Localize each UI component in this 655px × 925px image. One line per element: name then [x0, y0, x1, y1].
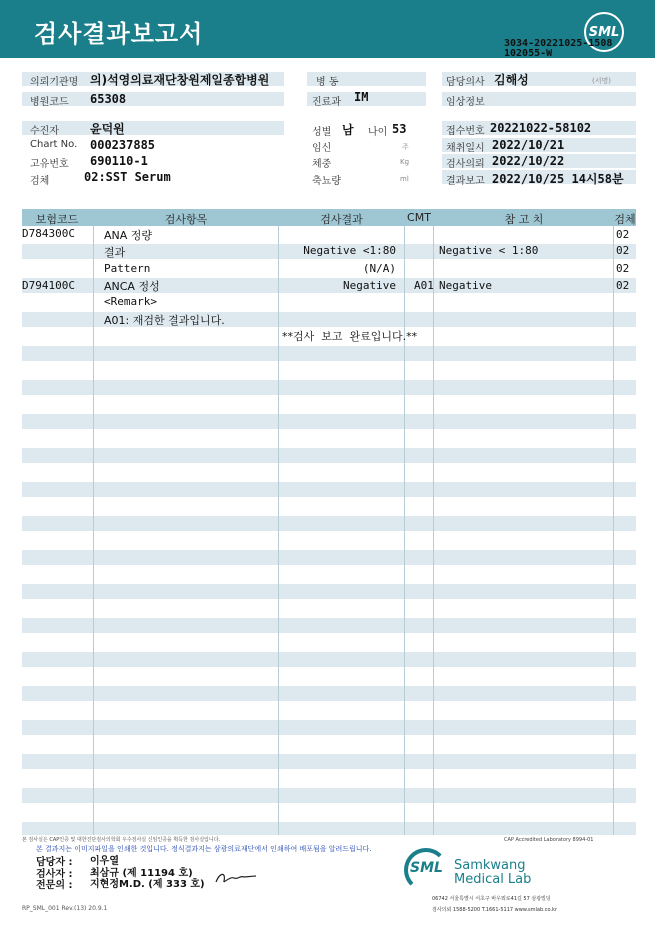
completion-note: **검사 보고 완료입니다.** [282, 330, 418, 343]
column-divider [404, 226, 405, 835]
signature-icon [214, 869, 258, 885]
report-id-line1: 3034-20221025-1508 [504, 38, 613, 49]
brand-name-line1: Samkwang [454, 858, 526, 873]
row-reference: Negative < 1:80 [439, 244, 539, 257]
row-code: D784300C [22, 227, 75, 240]
table-row-band [22, 448, 636, 463]
table-row-band [22, 516, 636, 531]
requester-label: 의뢰기관명 [30, 77, 79, 88]
col-header-code: 보험코드 [35, 213, 79, 226]
report-id-line2: 102055-W [504, 48, 553, 59]
column-divider [433, 226, 434, 835]
accession-value: 20221022-58102 [490, 121, 592, 135]
weight-unit: Kg [400, 158, 410, 166]
samkwang-logo-text: SML [410, 860, 443, 876]
sex-label: 성별 [312, 127, 332, 138]
column-divider [613, 226, 614, 835]
lab-contact: 검사의뢰 1588-5200 T.1661-5117 www.smlab.co.kr [432, 907, 557, 913]
column-divider [278, 226, 279, 835]
request-value: 2022/10/22 [492, 154, 565, 168]
specimen-value: 02:SST Serum [84, 170, 171, 184]
col-header-result: 검사결과 [320, 213, 363, 226]
specimen-label: 검체 [30, 176, 50, 187]
requester-value: 의)석영의료재단창원제일종합병원 [90, 73, 270, 87]
weight-label: 체중 [312, 159, 332, 170]
tester-value: 최삼규 (제 11194 호) [90, 868, 193, 879]
col-header-cmt: CMT [407, 211, 431, 224]
col-header-reference: 참 고 치 [504, 213, 544, 226]
collect-label: 채취일시 [446, 143, 485, 154]
dept-value: IM [354, 90, 369, 104]
report-title: 검사결과보고서 [34, 20, 204, 48]
table-row-band [22, 482, 636, 497]
uid-label: 고유번호 [30, 159, 69, 170]
doctor-label: 담당의사 [446, 77, 485, 88]
column-divider [93, 226, 94, 835]
accreditation-note: 본 검사실은 CAP인증 및 대한진단검사의학회 우수검사실 신임인증을 획득한 검사실입니다. [22, 837, 221, 843]
pregnancy-unit: 주 [402, 143, 409, 151]
table-row-band [22, 414, 636, 429]
patient-label: 수진자 [30, 126, 59, 137]
row-code: D794100C [22, 279, 75, 292]
table-row-band [22, 652, 636, 667]
report-date-label: 결과보고 [446, 176, 485, 187]
patient-value: 윤덕원 [90, 122, 125, 136]
info-bar [22, 121, 284, 135]
remark-heading: <Remark> [104, 295, 157, 308]
lab-address: 06742 서울특별시 서초구 바우뫼로41길 57 삼광빌딩 [432, 896, 551, 902]
col-header-specimen: 검체 [614, 213, 636, 226]
hospital-code-value: 65308 [90, 92, 127, 106]
age-label: 나이 [368, 127, 388, 138]
row-item: ANA 정량 [104, 229, 153, 242]
row-result: Negative [343, 279, 396, 292]
specialist-value: 지현정M.D. (제 333 호) [90, 879, 205, 890]
sex-value: 남 [342, 123, 354, 137]
table-row-band [22, 754, 636, 769]
table-row-band [22, 822, 636, 835]
row-specimen: 02 [616, 262, 630, 275]
clinical-info-label: 임상정보 [446, 97, 485, 108]
table-row-band [22, 380, 636, 395]
collect-value: 2022/10/21 [492, 138, 565, 152]
hospital-code-label: 병원코드 [30, 97, 69, 108]
tester-label: 검사자 : [36, 869, 73, 880]
table-row-band [22, 550, 636, 565]
table-row-band [22, 720, 636, 735]
brand-name-line2: Medical Lab [454, 872, 532, 887]
chart-label: Chart No. [30, 139, 78, 150]
ward-label: 병 동 [316, 77, 339, 88]
pregnancy-label: 임신 [312, 143, 332, 154]
report-header [0, 0, 655, 58]
chart-value: 000237885 [90, 138, 156, 152]
form-id: RP_SML_001 Rev.(13) 20.9.1 [22, 905, 108, 912]
remark-text: A01: 재검한 결과입니다. [104, 314, 225, 327]
table-row-band [22, 618, 636, 633]
sml-logo-icon: SML [584, 12, 624, 52]
print-notice: 본 결과지는 이미지파일을 인쇄한 것입니다. 정식결과지는 삼광의료재단에서 인쇄하여 배포됨을 알려드립니다. [36, 845, 372, 853]
row-item: 결과 [104, 246, 126, 259]
row-specimen: 02 [616, 228, 630, 241]
cap-note: CAP Accredited Laboratory 8994-01 [504, 837, 594, 843]
row-result: (N/A) [362, 262, 396, 275]
table-row-band [22, 788, 636, 803]
table-row-band [22, 584, 636, 599]
age-value: 53 [392, 122, 407, 136]
row-specimen: 02 [616, 279, 630, 292]
row-cmt: A01 [414, 279, 434, 292]
table-row-band [22, 686, 636, 701]
row-reference: Negative [439, 279, 492, 292]
urine-label: 축뇨량 [312, 176, 341, 187]
dept-label: 진료과 [312, 97, 341, 108]
row-result: Negative <1:80 [303, 244, 396, 257]
specialist-label: 전문의 : [36, 880, 73, 891]
row-specimen: 02 [616, 244, 630, 257]
row-item: ANCA 정성 [104, 280, 160, 293]
uid-value: 690110-1 [90, 154, 148, 168]
table-row-band [22, 346, 636, 361]
request-label: 검사의뢰 [446, 159, 485, 170]
doctor-sign: (서명) [592, 77, 611, 85]
accession-label: 접수번호 [446, 126, 485, 137]
urine-unit: ml [400, 175, 409, 183]
col-header-item: 검사항목 [164, 213, 208, 226]
manager-label: 담당자 : [36, 857, 73, 868]
report-date-value: 2022/10/25 14시58분 [492, 172, 624, 186]
row-item: Pattern [104, 262, 151, 275]
manager-value: 이우열 [90, 856, 119, 867]
doctor-value: 김해성 [494, 73, 529, 87]
